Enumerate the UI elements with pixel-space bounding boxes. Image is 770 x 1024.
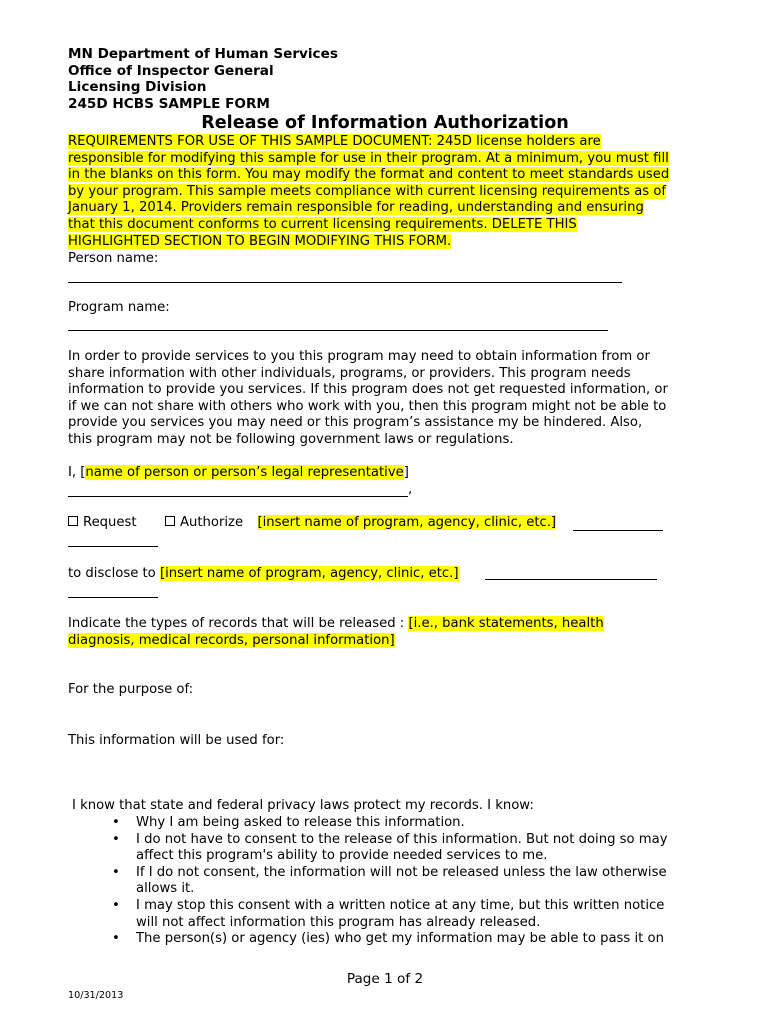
person-name-label: Person name: bbox=[68, 251, 159, 266]
intro-line-1: In order to provide services to you this program may need to obtain information from or bbox=[68, 349, 650, 364]
used-for-label: This information will be used for: bbox=[68, 733, 285, 748]
requirements-line-4: by your program. This sample meets compliance with current licensing requirements as of bbox=[68, 183, 667, 199]
authorize-checkbox[interactable] bbox=[165, 516, 175, 526]
bullet-4-line-1: I may stop this consent with a written notice at any time, but this written notice bbox=[136, 897, 665, 913]
request-label: Request bbox=[83, 515, 137, 530]
bullet-2-line-1: I do not have to consent to the release of this information. But not doing so may bbox=[136, 831, 668, 847]
bullet-2-line-2: affect this program's ability to provide needed services to me. bbox=[136, 848, 548, 864]
requirements-line-2: responsible for modifying this sample for use in their program. At a minimum, you must fill bbox=[68, 150, 669, 166]
records-label: Indicate the types of records that will be released : bbox=[68, 616, 409, 631]
form-title: Release of Information Authorization bbox=[201, 113, 569, 133]
program-name-field[interactable] bbox=[68, 330, 608, 331]
bullet-4-line-2: will not affect information this program has already released. bbox=[136, 914, 541, 930]
disclose-placeholder: [insert name of program, agency, clinic, etc.] bbox=[159, 566, 459, 581]
bullet-3-line-2: allows it. bbox=[136, 881, 195, 897]
privacy-bullet-5 bbox=[68, 931, 748, 948]
person-name-field[interactable] bbox=[68, 282, 622, 283]
revision-date: 10/31/2013 bbox=[68, 990, 124, 1001]
records-placeholder-2: diagnosis, medical records, personal information] bbox=[68, 632, 395, 648]
records-placeholder-1: [i.e., bank statements, health bbox=[408, 616, 604, 631]
header-line-2: Office of Inspector General bbox=[68, 62, 274, 79]
intro-paragraph bbox=[68, 349, 668, 449]
disclose-recipient-field-continued[interactable] bbox=[68, 597, 158, 598]
bullet-3-line-1: If I do not consent, the information will not be released unless the law otherwise bbox=[136, 864, 667, 880]
records-block bbox=[68, 616, 604, 649]
page-number: Page 1 of 2 bbox=[346, 971, 424, 987]
privacy-bullet-2 bbox=[68, 832, 748, 865]
bullet-1-line-1: Why I am being asked to release this information. bbox=[136, 815, 465, 830]
representative-comma: , bbox=[408, 482, 413, 497]
agency-header bbox=[68, 46, 338, 112]
privacy-bullet-1 bbox=[68, 815, 748, 832]
disclose-label: to disclose to bbox=[68, 566, 160, 581]
header-line-4: 245D HCBS SAMPLE FORM bbox=[68, 95, 270, 112]
i-prefix: I, [ bbox=[68, 465, 86, 480]
privacy-intro: I know that state and federal privacy laws protect my records. I know: bbox=[72, 798, 534, 813]
program-placeholder: [insert name of program, agency, clinic, etc.] bbox=[257, 515, 557, 530]
authorize-label: Authorize bbox=[179, 515, 244, 530]
requirements-line-3: in the blanks on this form. You may modify the format and content to meet standards used bbox=[68, 167, 670, 183]
requirements-line-7: HIGHLIGHTED SECTION TO BEGIN MODIFYING THIS FORM. bbox=[68, 233, 452, 249]
requirements-notice bbox=[68, 134, 669, 250]
header-line-3: Licensing Division bbox=[68, 79, 207, 96]
disclose-recipient-field[interactable] bbox=[485, 579, 657, 580]
requirements-line-1: REQUIREMENTS FOR USE OF THIS SAMPLE DOCUMENT: 245D license holders are bbox=[68, 134, 601, 149]
intro-line-5: provide you services you may need or this program’s assistance my be hindered. Also, bbox=[68, 415, 643, 431]
bullet-icon: • bbox=[112, 931, 120, 947]
i-suffix: ] bbox=[403, 465, 409, 480]
request-checkbox[interactable] bbox=[68, 516, 78, 526]
authorize-program-field[interactable] bbox=[573, 530, 663, 531]
privacy-bullet-3 bbox=[68, 865, 748, 898]
purpose-label: For the purpose of: bbox=[68, 682, 194, 697]
intro-line-3: information to provide you services. If this program does not get requested information, or bbox=[68, 382, 668, 398]
representative-line bbox=[68, 465, 409, 482]
bullet-5-line-1: The person(s) or agency (ies) who get my information may be able to pass it on bbox=[136, 931, 664, 947]
privacy-bullet-4 bbox=[68, 898, 748, 931]
intro-line-4: if we can not share with others who work with you, then this program might not be able to bbox=[68, 398, 667, 414]
representative-placeholder: name of person or person’s legal representative bbox=[85, 465, 404, 480]
bullet-icon: • bbox=[112, 864, 120, 880]
authorize-program-field-continued[interactable] bbox=[68, 546, 158, 547]
bullet-icon: • bbox=[112, 815, 120, 830]
bullet-icon: • bbox=[112, 831, 120, 847]
program-name-label: Program name: bbox=[68, 300, 170, 315]
intro-line-2: share information with other individuals, programs, or providers. This program needs bbox=[68, 365, 631, 381]
privacy-list bbox=[68, 815, 748, 948]
disclose-line bbox=[68, 566, 459, 583]
header-line-1: MN Department of Human Services bbox=[68, 46, 338, 62]
requirements-line-5: January 1, 2014. Providers remain responsible for reading, understanding and ensuring bbox=[68, 200, 644, 216]
requirements-line-6: that this document conforms to current licensing requirements. DELETE THIS bbox=[68, 216, 577, 232]
request-authorize-line bbox=[68, 515, 556, 532]
representative-name-field[interactable] bbox=[68, 496, 408, 497]
intro-line-6: this program may not be following government laws or regulations. bbox=[68, 431, 514, 447]
bullet-icon: • bbox=[112, 897, 120, 913]
